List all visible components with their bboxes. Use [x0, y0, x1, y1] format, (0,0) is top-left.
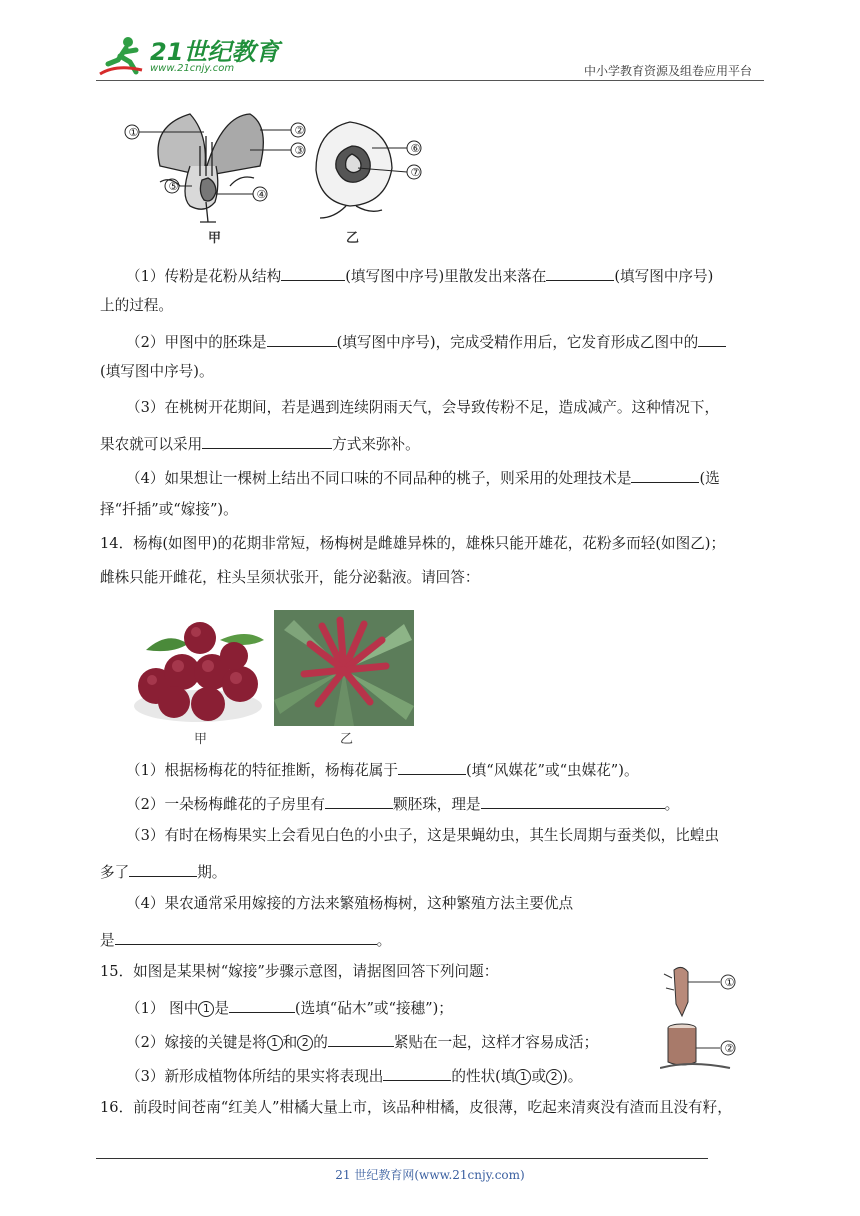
q13-p3: （3）在桃树开花期间，若是遇到连续阴雨天气，会导致传粉不足，造成减产。这种情况下，: [126, 399, 720, 416]
q14-p4-cont: 是 。: [100, 928, 391, 951]
q16-intro: 16．前段时间苍南“红美人”柑橘大量上市，该品种柑橘，皮很薄，吃起来清爽没有渣而且没有籽，: [100, 1099, 732, 1116]
bayberry-flower-photo: [274, 610, 414, 726]
blank-q14-5[interactable]: [115, 928, 377, 945]
page-header: [96, 30, 764, 82]
label-1: ①: [128, 126, 139, 139]
blank-q14-4[interactable]: [129, 860, 197, 877]
q14-p3: （3）有时在杨梅果实上会看见白色的小虫子，这是果蝇幼虫，其生长周期与蚕类似，比蝗虫: [126, 827, 720, 844]
bayberry-fruit-photo: [128, 610, 268, 726]
blank-q15-3[interactable]: [383, 1064, 451, 1081]
blank-q13-6[interactable]: [631, 466, 699, 483]
circle-1: 1: [267, 1035, 283, 1051]
q15-p2: （2）嫁接的关键是将 1 和 2 的 紧贴在一起，这样才容易成活；: [126, 1030, 598, 1053]
flower-fruit-diagram: [120, 106, 440, 248]
caption-jia: 甲: [194, 732, 208, 747]
label-4: ④: [256, 188, 267, 201]
blank-q13-4[interactable]: [698, 330, 726, 347]
q14-p1: （1）根据杨梅花的特征推断，杨梅花属于 (填“风媒花”或“虫媒花”)。: [126, 758, 639, 781]
q14-p2: （2）一朵杨梅雌花的子房里有 颗胚珠，理是 。: [126, 792, 679, 815]
blank-q13-1[interactable]: [281, 264, 345, 281]
blank-q14-2[interactable]: [325, 792, 393, 809]
q13-p2: （2）甲图中的胚珠是 (填写图中序号)，完成受精作用后，它发育形成乙图中的: [126, 330, 726, 353]
q13-p4: （4）如果想让一棵树上结出不同口味的不同品种的桃子，则采用的处理技术是 (选: [126, 466, 720, 489]
site-logo: [96, 34, 279, 78]
caption-yi: 乙: [340, 732, 354, 747]
q13-p4-cont: 择“扦插”或“嫁接”)。: [100, 501, 238, 518]
graft-label-1: ①: [724, 976, 735, 989]
blank-q15-1[interactable]: [229, 996, 295, 1013]
footer-text: 21 世纪教育网(www.21cnjy.com): [335, 1168, 525, 1182]
bayberry-photos: [128, 606, 412, 746]
q13-p1: （1）传粉是花粉从结构 (填写图中序号)里散发出来落在 (填写图中序号): [126, 264, 713, 287]
logo-url: www.21cnjy.com: [150, 62, 235, 74]
circle-2: 2: [546, 1069, 562, 1085]
blank-q14-1[interactable]: [398, 758, 466, 775]
blank-q14-3[interactable]: [481, 792, 665, 809]
circle-1: 1: [515, 1069, 531, 1085]
q13-p1-cont: 上的过程。: [100, 297, 173, 314]
header-divider: [96, 80, 764, 81]
label-5: ⑤: [168, 180, 179, 193]
q13-p3-cont: 果农就可以采用 方式来弥补。: [100, 432, 420, 455]
label-2: ②: [294, 124, 305, 137]
caption-jia: 甲: [208, 231, 222, 246]
platform-title: 中小学教育资源及组卷应用平台: [583, 64, 752, 78]
q13-p2-cont: (填写图中序号)。: [100, 363, 214, 380]
footer-divider: [96, 1158, 708, 1159]
logo-text: 21世纪教育: [150, 37, 280, 66]
q14-p4: （4）果农通常采用嫁接的方法来繁殖杨梅树，这种繁殖方法主要优点: [126, 895, 574, 912]
q15-p3: （3）新形成植物体所结的果实将表现出 的性状(填 1 或 2 )。: [126, 1064, 582, 1087]
label-6: ⑥: [410, 142, 421, 155]
circle-1: 1: [198, 1001, 214, 1017]
graft-label-2: ②: [724, 1042, 735, 1055]
label-7: ⑦: [410, 166, 421, 179]
q15-p1: （1） 图中 1 是 (选填“砧木”或“接穗”)；: [126, 996, 453, 1019]
circle-2: 2: [297, 1035, 313, 1051]
blank-q13-2[interactable]: [546, 264, 614, 281]
q15-intro: 15．如图是某果树“嫁接”步骤示意图，请据图回答下列问题：: [100, 963, 499, 980]
label-3: ③: [294, 144, 305, 157]
q14-p3-cont: 多了 期。: [100, 860, 226, 883]
blank-q15-2[interactable]: [328, 1030, 394, 1047]
blank-q13-5[interactable]: [202, 432, 332, 449]
grafting-diagram: [660, 964, 742, 1076]
caption-yi: 乙: [346, 231, 360, 246]
blank-q13-3[interactable]: [267, 330, 337, 347]
q14-intro-cont: 雌株只能开雌花，柱头呈须状张开，能分泌黏液。请回答：: [100, 569, 480, 586]
q14-intro: 14．杨梅(如图甲)的花期非常短，杨梅树是雌雄异株的，雄株只能开雄花，花粉多而轻(如图乙)；: [100, 535, 726, 552]
runner-logo-icon: [96, 34, 146, 78]
